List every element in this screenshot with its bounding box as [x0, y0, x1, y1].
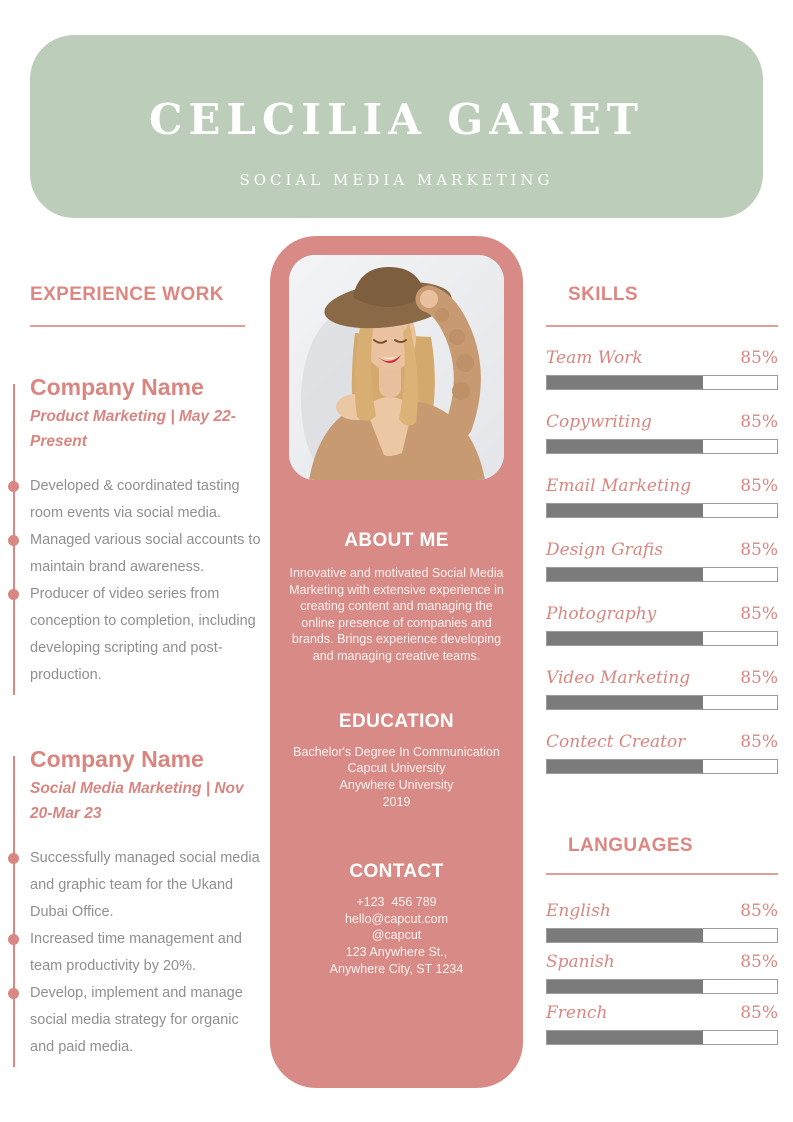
- job-bullet-item: Develop, implement and manage social media strategy for organic and paid media.: [30, 980, 262, 1061]
- education-line: 2019: [382, 794, 411, 809]
- skills-divider: [546, 325, 778, 327]
- profile-panel: [270, 236, 523, 1088]
- progress-bar: [546, 759, 778, 774]
- meter-labels: [546, 540, 778, 562]
- meter-percent: 85%: [740, 412, 778, 432]
- progress-fill: [547, 504, 703, 517]
- progress-fill: [547, 696, 703, 709]
- job-bullets: [30, 473, 262, 689]
- progress-bar: [546, 631, 778, 646]
- meter-percent: 85%: [740, 668, 778, 688]
- progress-bar: [546, 1030, 778, 1045]
- person-name: CELCILIA GARET: [148, 95, 645, 144]
- experience-section: [30, 284, 262, 1061]
- contact-line: Anywhere City, ST 1234: [329, 961, 464, 976]
- meter-percent: 85%: [740, 952, 778, 972]
- meter-label: Photography: [546, 604, 657, 624]
- meter-label: French: [546, 1003, 608, 1023]
- progress-fill: [547, 1031, 703, 1044]
- job-bullet-item: Developed & coordinated tasting room events via social media.: [30, 473, 262, 527]
- meter-labels: [546, 668, 778, 690]
- meter-label: Team Work: [546, 348, 643, 368]
- job-bullets: [30, 845, 262, 1061]
- meter-labels: [546, 476, 778, 498]
- meter-percent: 85%: [740, 604, 778, 624]
- meter-percent: 85%: [740, 540, 778, 560]
- job-bullet-item: Increased time management and team productivity by 20%.: [30, 926, 262, 980]
- meter-percent: 85%: [740, 901, 778, 921]
- meter-labels: [546, 1003, 778, 1025]
- meter-item: [546, 412, 778, 454]
- meter-label: Email Marketing: [546, 476, 692, 496]
- meter-item: [546, 901, 778, 943]
- meter-labels: [546, 952, 778, 974]
- job-role-dates: Product Marketing | May 22-Present: [30, 408, 236, 450]
- job-role-dates: Social Media Marketing | Nov 20-Mar 23: [30, 780, 244, 822]
- progress-bar: [546, 928, 778, 943]
- meter-percent: 85%: [740, 348, 778, 368]
- meter-labels: [546, 604, 778, 626]
- meter-item: [546, 732, 778, 774]
- progress-bar: [546, 979, 778, 994]
- meter-item: [546, 952, 778, 994]
- progress-bar: [546, 695, 778, 710]
- meter-label: Contect Creator: [546, 732, 686, 752]
- experience-divider: [30, 325, 245, 327]
- education-lines: [270, 744, 523, 811]
- meter-labels: [546, 901, 778, 923]
- progress-bar: [546, 567, 778, 582]
- meter-item: [546, 604, 778, 646]
- contact-line: +123 456 789: [356, 894, 437, 909]
- meter-item: [546, 668, 778, 710]
- job-bullet-item: Managed various social accounts to maintain brand awareness.: [30, 527, 262, 581]
- meter-item: [546, 348, 778, 390]
- progress-fill: [547, 376, 703, 389]
- company-name: Company Name: [30, 746, 204, 772]
- progress-fill: [547, 632, 703, 645]
- progress-bar: [546, 375, 778, 390]
- about-text: Innovative and motivated Social Media Marketing with extensive experience in creating content and managing the online presence of companies and brands. Brings experience developing and managing creative teams.: [289, 566, 504, 663]
- meter-item: [546, 1003, 778, 1045]
- education-line: Bachelor's Degree In Communication: [293, 744, 500, 759]
- progress-fill: [547, 980, 703, 993]
- experience-heading: EXPERIENCE WORK: [30, 284, 224, 305]
- job-bullet-item: Successfully managed social media and graphic team for the Ukand Dubai Office.: [30, 845, 262, 926]
- portrait-illustration: [289, 255, 504, 480]
- meter-labels: [546, 732, 778, 754]
- person-role: SOCIAL MEDIA MARKETING: [239, 171, 554, 189]
- progress-fill: [547, 760, 703, 773]
- contact-lines: [270, 894, 523, 978]
- progress-bar: [546, 503, 778, 518]
- meter-label: Video Marketing: [546, 668, 691, 688]
- progress-fill: [547, 568, 703, 581]
- about-heading: ABOUT ME: [344, 530, 449, 551]
- languages-divider: [546, 873, 778, 875]
- job-entry: [30, 746, 262, 1061]
- skills-heading: SKILLS: [568, 284, 638, 305]
- education-line: Anywhere University: [339, 778, 454, 793]
- job-bullet-item: Producer of video series from conception to completion, including developing scripting and post-production.: [30, 581, 262, 689]
- contact-heading: CONTACT: [349, 860, 444, 882]
- meter-labels: [546, 348, 778, 370]
- skills-list: [546, 348, 778, 774]
- meter-item: [546, 540, 778, 582]
- profile-photo: [289, 255, 504, 480]
- meter-labels: [546, 412, 778, 434]
- meter-percent: 85%: [740, 1003, 778, 1023]
- education-line: Capcut University: [347, 761, 446, 776]
- skills-section: [546, 284, 778, 796]
- progress-fill: [547, 440, 703, 453]
- education-heading: EDUCATION: [338, 710, 455, 732]
- languages-section: [546, 835, 778, 1054]
- meter-label: English: [546, 901, 611, 921]
- job-entry: [30, 374, 262, 689]
- meter-percent: 85%: [740, 476, 778, 496]
- contact-line: @capcut: [371, 928, 422, 943]
- progress-fill: [547, 929, 703, 942]
- contact-line: hello@capcut.com: [344, 911, 448, 926]
- meter-label: Design Grafis: [546, 540, 663, 560]
- languages-heading: LANGUAGES: [568, 835, 693, 856]
- meter-item: [546, 476, 778, 518]
- meter-label: Copywriting: [546, 412, 652, 432]
- experience-jobs: [30, 374, 262, 1061]
- meter-label: Spanish: [546, 952, 615, 972]
- languages-list: [546, 901, 778, 1045]
- contact-line: 123 Anywhere St.,: [345, 945, 448, 960]
- header-banner: [30, 35, 763, 218]
- progress-bar: [546, 439, 778, 454]
- meter-percent: 85%: [740, 732, 778, 752]
- company-name: Company Name: [30, 374, 204, 400]
